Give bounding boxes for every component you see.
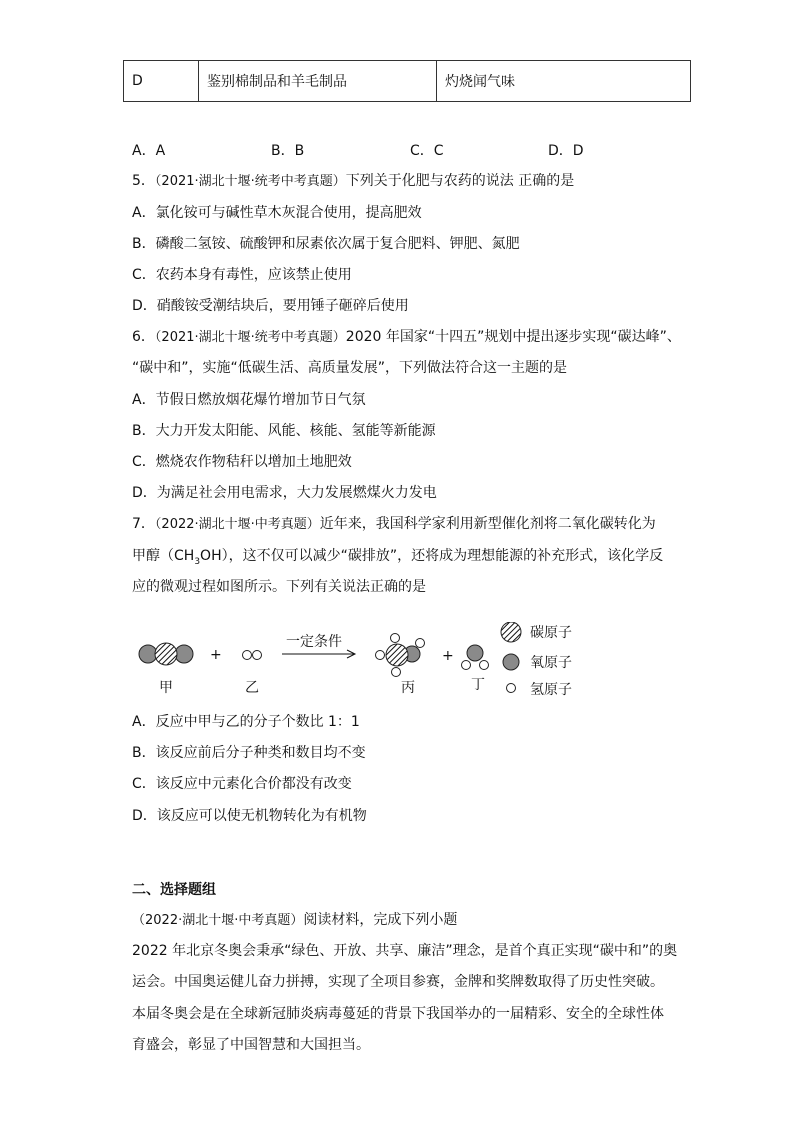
question-text: 近年来，我国科学家利用新型催化剂将二氧化碳转化为 <box>319 516 656 532</box>
question-7-stem <box>132 514 656 535</box>
oxygen-atom <box>139 645 157 663</box>
question-source: （2021·湖北十堰·统考中考真题） <box>154 330 346 345</box>
legend-carbon: 碳原子 <box>530 625 572 641</box>
option-b: B．该反应前后分子种类和数目均不变 <box>132 745 366 761</box>
label-bing: 丙 <box>401 680 415 696</box>
legend-oxygen: 氧原子 <box>530 655 572 671</box>
option-d: D．硝酸铵受潮结块后，要用锤子砸碎后使用 <box>132 298 409 314</box>
oxygen-atom <box>175 645 193 663</box>
hydrogen-atom <box>416 639 425 648</box>
question-text: 下列关于化肥与农药的说法 正确的是 <box>345 173 575 189</box>
carbon-atom-icon <box>501 622 521 642</box>
formula-pre: 甲醇（CH <box>132 548 195 564</box>
question-number: 6． <box>132 329 155 345</box>
label-yi: 乙 <box>245 680 259 696</box>
option-c: C．该反应中元素化合价都没有改变 <box>132 776 352 792</box>
option-b: B．大力开发太阳能、风能、核能、氢能等新能源 <box>132 423 436 439</box>
question-number: 7． <box>132 516 155 532</box>
atom-legend <box>501 622 572 698</box>
question-6-stem-cont: “碳中和”，实施“低碳生活、高质量发展”，下列做法符合这一主题的是 <box>132 360 568 376</box>
answer-choice-a: A．A <box>132 143 166 159</box>
carbon-atom <box>155 643 177 665</box>
question-7-stem-cont2: 应的微观过程如图所示。下列有关说法正确的是 <box>132 579 426 595</box>
option-c: C．燃烧农作物秸秆以增加土地肥效 <box>132 454 352 470</box>
hydrogen-atom <box>253 651 262 660</box>
hydrogen-atom <box>392 668 401 677</box>
table-cell-item: 鉴别棉制品和羊毛制品 <box>199 61 437 102</box>
carbon-atom <box>386 644 408 666</box>
section-intro <box>132 910 457 931</box>
hydrogen-atom <box>480 661 489 670</box>
section-title: 二、选择题组 <box>132 882 216 898</box>
molecule-ding-water <box>462 645 489 670</box>
oxygen-atom-icon <box>503 654 519 670</box>
question-text: 2020 年国家“十四五”规划中提出逐步实现“碳达峰”、 <box>345 329 681 345</box>
table-cell-letter: D <box>124 61 199 102</box>
table-row <box>124 61 691 102</box>
formula-subscript: 3 <box>194 556 201 567</box>
question-source: （2022·湖北十堰·中考真题） <box>154 517 320 532</box>
question-source: （2021·湖北十堰·统考中考真题） <box>154 174 346 189</box>
option-d: D．该反应可以使无机物转化为有机物 <box>132 808 367 824</box>
passage-line: 运会。中国奥运健儿奋力拼搏，实现了全项目参赛，金牌和奖牌数取得了历史性突破。 <box>132 974 664 990</box>
question-6-stem <box>132 327 681 348</box>
answer-choice-d: D．D <box>548 143 584 159</box>
hydrogen-atom <box>243 651 252 660</box>
hydrogen-atom <box>462 661 471 670</box>
table-cell-method: 灼烧闻气味 <box>437 61 691 102</box>
option-b: B．磷酸二氢铵、硫酸钾和尿素依次属于复合肥料、钾肥、氮肥 <box>132 236 520 252</box>
option-d: D．为满足社会用电需求，大力发展燃煤火力发电 <box>132 485 437 501</box>
formula-post: OH），这不仅可以减少“碳排放”，还将成为理想能源的补充形式，该化学反 <box>200 548 664 564</box>
plus-sign: + <box>210 647 222 663</box>
molecule-yi-h2 <box>243 651 262 660</box>
option-c: C．农药本身有毒性，应该禁止使用 <box>132 267 352 283</box>
intro-text: 阅读材料，完成下列小题 <box>303 912 458 928</box>
molecule-bing-methanol <box>376 634 425 677</box>
oxygen-atom <box>467 645 483 661</box>
option-a: A．反应中甲与乙的分子个数比 1：1 <box>132 714 360 730</box>
hydrogen-atom <box>376 651 385 660</box>
label-jia: 甲 <box>159 680 173 696</box>
plus-sign: + <box>442 648 454 664</box>
reaction-diagram <box>130 622 590 702</box>
passage-line: 本届冬奥会是在全球新冠肺炎病毒蔓延的背景下我国举办的一届精彩、安全的全球性体 <box>132 1006 664 1022</box>
reaction-arrow <box>282 650 355 658</box>
question-5-stem <box>132 171 574 192</box>
passage-line: 2022 年北京冬奥会秉承“绿色、开放、共享、廉洁”理念，是首个真正实现“碳中和”的奥 <box>132 943 678 959</box>
question-source: （2022·湖北十堰·中考真题） <box>132 913 304 928</box>
label-ding: 丁 <box>471 677 485 693</box>
passage-line: 育盛会，彰显了中国智慧和大国担当。 <box>132 1037 370 1053</box>
option-a: A．节假日燃放烟花爆竹增加节日气氛 <box>132 392 366 408</box>
options-table <box>123 60 691 102</box>
question-number: 5． <box>132 173 155 189</box>
molecule-jia-co2 <box>139 643 193 665</box>
question-7-stem-cont <box>132 546 663 572</box>
option-a: A．氯化铵可与碱性草木灰混合使用，提高肥效 <box>132 205 422 221</box>
answer-choice-b: B．B <box>271 143 305 159</box>
legend-hydrogen: 氢原子 <box>530 682 572 698</box>
hydrogen-atom <box>391 634 400 643</box>
hydrogen-atom-icon <box>507 684 516 693</box>
reaction-condition: 一定条件 <box>286 634 342 650</box>
answer-choice-c: C．C <box>410 143 444 159</box>
